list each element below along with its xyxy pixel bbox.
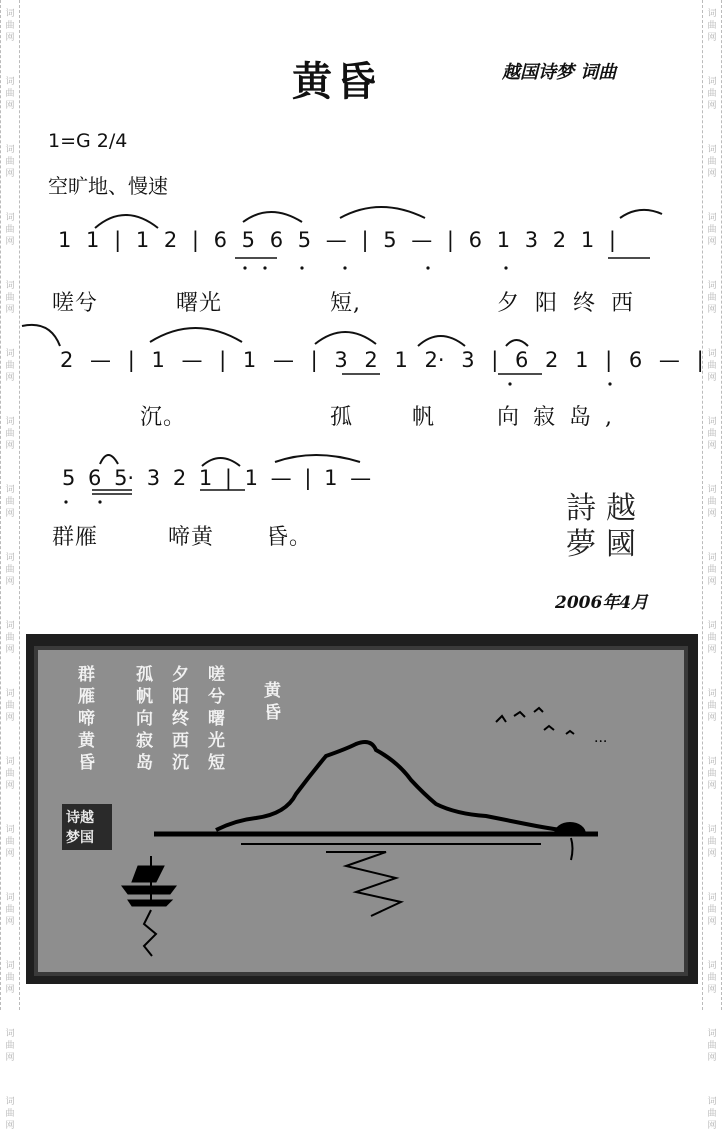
watermark-text: 词曲网 <box>707 77 717 111</box>
watermark-text: 词曲网 <box>707 621 717 655</box>
song-title: 黄昏 <box>292 58 380 105</box>
watermark-text: 词曲网 <box>707 349 717 383</box>
watermark-text: 词曲网 <box>5 417 15 451</box>
watermark-text: 词曲网 <box>707 825 717 859</box>
watermark-text: 词曲网 <box>5 1097 15 1131</box>
lyric-line-2a: 沉。 <box>140 405 187 430</box>
watermark-text: 词曲网 <box>5 961 15 995</box>
watermark-text: 词曲网 <box>707 417 717 451</box>
lyric-line-1b: 曙光 <box>176 291 223 316</box>
watermark-text: 词曲网 <box>707 281 717 315</box>
watermark-text: 词曲网 <box>5 1029 15 1063</box>
watermark-text: 词曲网 <box>707 757 717 791</box>
seal-char-2: 國 <box>606 527 636 560</box>
seal-char-4: 夢 <box>566 527 596 560</box>
poem-column: 群雁啼黄昏 <box>78 665 95 773</box>
lyric-line-3c: 昏。 <box>266 525 313 550</box>
watermark-text: 词曲网 <box>5 689 15 723</box>
poem-column: 嗟兮曙光短 <box>208 665 225 773</box>
watermark-text: 词曲网 <box>707 553 717 587</box>
watermark-text: 词曲网 <box>5 621 15 655</box>
lyric-line-2b: 孤 <box>330 405 354 430</box>
composition-date: 2006年4月 <box>555 593 649 613</box>
watermark-text: 词曲网 <box>5 145 15 179</box>
lyric-line-1c: 短, <box>330 291 361 316</box>
watermark-text: 词曲网 <box>707 893 717 927</box>
poem-column: 黄昏 <box>264 681 281 723</box>
right-watermark-strip <box>702 0 722 1131</box>
watermark-text: 词曲网 <box>707 1097 717 1131</box>
watermark-text: 词曲网 <box>707 689 717 723</box>
score-line-3-notes: 5 6 5· 3 2 1 | 1 — | 1 — <box>62 466 372 490</box>
watermark-text: 词曲网 <box>5 893 15 927</box>
signature-line-1: 诗越 <box>66 810 94 826</box>
seal-char-3: 詩 <box>566 491 596 526</box>
watermark-text: 词曲网 <box>707 961 717 995</box>
signature-line-2: 梦国 <box>66 830 94 846</box>
bird-dots: ... <box>594 730 608 746</box>
poem-column: 孤帆向寂岛 <box>136 665 153 773</box>
seal-stamp <box>562 488 646 560</box>
watermark-text: 词曲网 <box>707 145 717 179</box>
watermark-text: 词曲网 <box>707 1029 717 1063</box>
score-line-1-notes: 1 1 | 1 2 | 6 5 6 5 — | 5 — | 6 1 3 2 1 | <box>58 228 616 252</box>
watermark-text: 词曲网 <box>5 281 15 315</box>
lyric-line-3a: 群雁 <box>52 525 99 550</box>
lyric-line-1d: 夕阳终西 <box>497 291 650 316</box>
painting-canvas <box>36 648 686 974</box>
watermark-text: 词曲网 <box>5 9 15 43</box>
illustration-painting <box>26 634 698 984</box>
tempo-marking: 空旷地、慢速 <box>48 174 168 198</box>
watermark-text: 词曲网 <box>5 757 15 791</box>
lyric-line-3b: 啼黄 <box>168 525 215 550</box>
poem-column: 夕阳终西沉 <box>172 665 189 773</box>
watermark-text: 词曲网 <box>707 485 717 519</box>
key-signature: 1=G 2/4 <box>48 130 128 152</box>
left-watermark-strip <box>0 0 20 1131</box>
watermark-text: 词曲网 <box>5 349 15 383</box>
watermark-text: 词曲网 <box>5 825 15 859</box>
watermark-text: 词曲网 <box>707 9 717 43</box>
watermark-text: 词曲网 <box>5 485 15 519</box>
author-credit: 越国诗梦 词曲 <box>502 62 617 83</box>
watermark-text: 词曲网 <box>5 553 15 587</box>
watermark-text: 词曲网 <box>5 213 15 247</box>
lyric-line-2c: 帆 <box>412 405 436 430</box>
lyric-line-2d: 向寂岛, <box>497 405 626 430</box>
score-line-2-notes: 2 — | 1 — | 1 — | 3 2 1 2· 3 | 6 2 1 | 6 — | <box>60 348 704 372</box>
seal-char-1: 越 <box>606 491 636 526</box>
watermark-text: 词曲网 <box>5 77 15 111</box>
lyric-line-1a: 嗟兮 <box>52 291 99 316</box>
watermark-text: 词曲网 <box>707 213 717 247</box>
